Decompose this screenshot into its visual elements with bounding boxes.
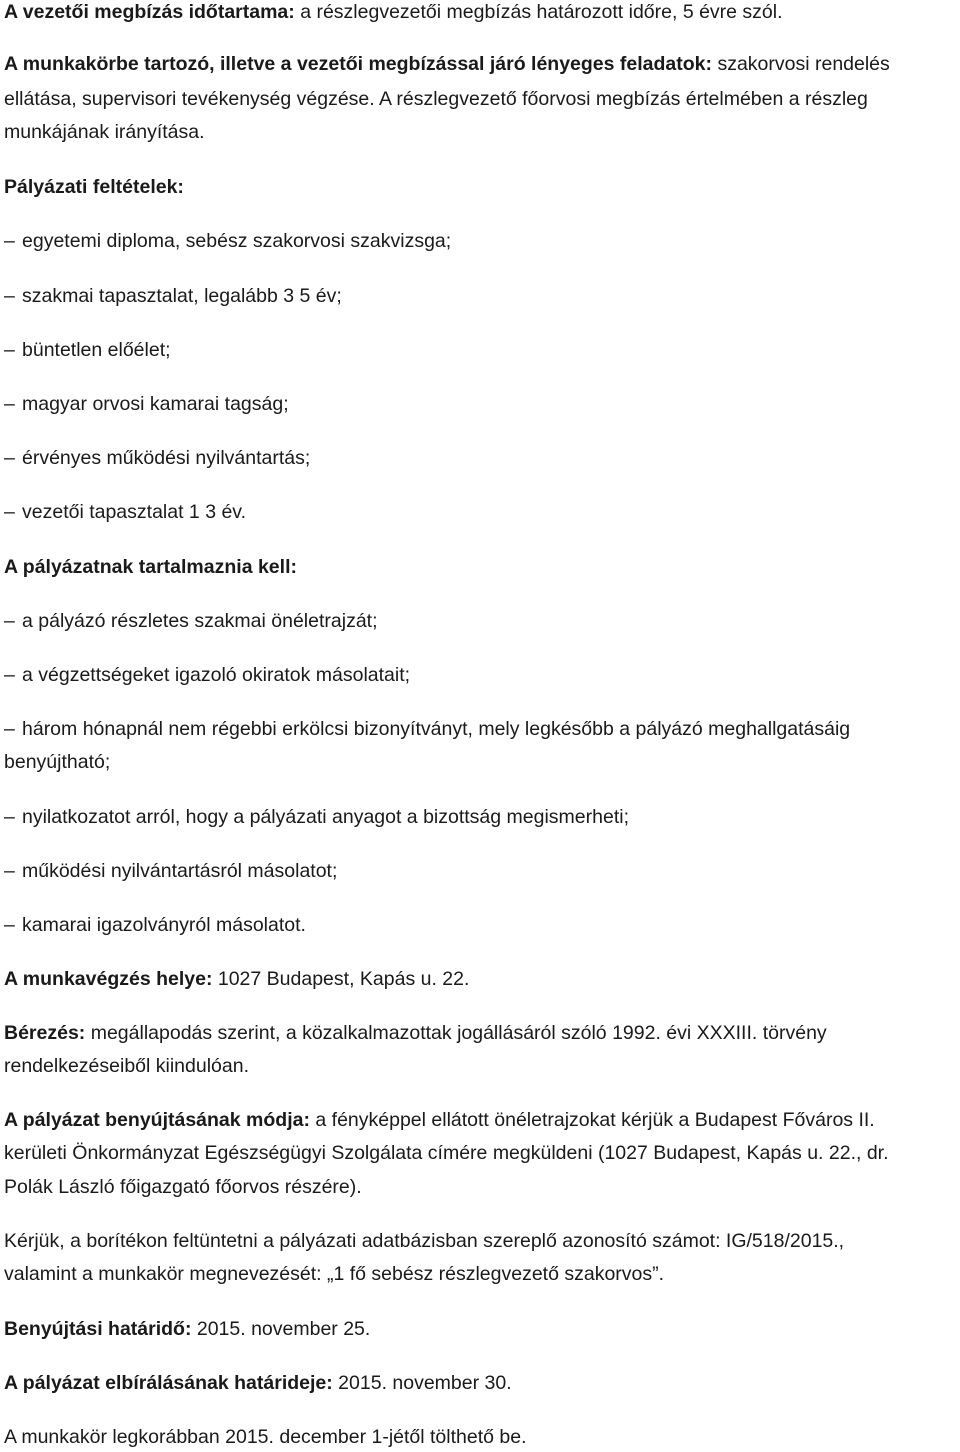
- dash-bullet: –: [4, 718, 15, 740]
- contents-item: – a pályázó részletes szakmai önéletrajzát;: [4, 610, 378, 632]
- submission-value-3: Polák László főigazgató főorvos részére).: [4, 1176, 362, 1198]
- dash-bullet: –: [4, 501, 15, 523]
- workplace-value: 1027 Budapest, Kapás u. 22.: [212, 968, 470, 990]
- envelope-line-2: valamint a munkakör megnevezését: „1 fő sebész részlegvezető szakorvos”.: [4, 1263, 665, 1285]
- dash-bullet: –: [4, 860, 15, 882]
- dash-bullet: –: [4, 393, 15, 415]
- dash-bullet: –: [4, 285, 15, 307]
- workplace-line: [4, 967, 469, 991]
- contents-item-continuation: benyújtható;: [4, 751, 111, 773]
- salary-value-1: megállapodás szerint, a közalkalmazottak jogállásáról szóló 1992. évi XXXIII. törvény: [85, 1022, 827, 1044]
- deadline-label: Benyújtási határidő:: [4, 1318, 192, 1340]
- tasks-line-2: [4, 87, 868, 111]
- contents-item: – három hónapnál nem régebbi erkölcsi bizonyítványt, mely legkésőbb a pályázó meghallgatásáig: [4, 718, 851, 740]
- condition-item: – magyar orvosi kamarai tagság;: [4, 393, 289, 415]
- condition-item: – egyetemi diploma, sebész szakorvosi szakvizsga;: [4, 230, 452, 252]
- condition-item: – vezetői tapasztalat 1 3 év.: [4, 501, 247, 523]
- tasks-line-3: [4, 120, 205, 144]
- start-line: A munkakör legkorábban 2015. december 1-jétől tölthető be.: [4, 1426, 527, 1448]
- contents-item: – működési nyilvántartásról másolatot;: [4, 860, 338, 882]
- contents-heading: A pályázatnak tartalmaznia kell:: [4, 556, 297, 578]
- evaluation-line: [4, 1371, 512, 1395]
- dash-bullet: –: [4, 230, 15, 252]
- deadline-value: 2015. november 25.: [191, 1318, 371, 1340]
- envelope-line-1: Kérjük, a borítékon feltüntetni a pályázati adatbázisban szereplő azonosító számot: IG/518/2015.,: [4, 1230, 845, 1252]
- submission-line-3: [4, 1175, 362, 1199]
- deadline-line: [4, 1317, 370, 1341]
- salary-line-1: [4, 1021, 827, 1045]
- submission-line-2: [4, 1141, 889, 1165]
- dash-bullet: –: [4, 664, 15, 686]
- dash-bullet: –: [4, 610, 15, 632]
- submission-value-1: a fényképpel ellátott önéletrajzokat kérjük a Budapest Főváros II.: [309, 1109, 875, 1131]
- contents-item: – nyilatkozatot arról, hogy a pályázati anyagot a bizottság megismerheti;: [4, 806, 629, 828]
- dash-bullet: –: [4, 914, 15, 936]
- contents-item: – kamarai igazolványról másolatot.: [4, 914, 306, 936]
- submission-label: A pályázat benyújtásának módja:: [4, 1109, 310, 1131]
- submission-value-2: kerületi Önkormányzat Egészségügyi Szolgálata címére megküldeni (1027 Budapest, Kapás u. 22., dr.: [4, 1142, 889, 1164]
- submission-line-1: [4, 1108, 875, 1132]
- tasks-label: A munkakörbe tartozó, illetve a vezetői megbízással járó lényeges feladatok:: [4, 53, 713, 75]
- duration-label: A vezetői megbízás időtartama:: [4, 1, 295, 23]
- conditions-heading: Pályázati feltételek:: [4, 176, 184, 198]
- salary-label: Bérezés:: [4, 1022, 86, 1044]
- condition-item: – büntetlen előélet;: [4, 339, 171, 361]
- duration-line: [4, 0, 783, 24]
- dash-bullet: –: [4, 806, 15, 828]
- tasks-value-3: munkájának irányítása.: [4, 121, 205, 143]
- contents-item: – a végzettségeket igazoló okiratok másolatait;: [4, 664, 411, 686]
- salary-value-2: rendelkezéseiből kiindulóan.: [4, 1055, 249, 1077]
- evaluation-value: 2015. november 30.: [332, 1372, 512, 1394]
- tasks-value-2: ellátása, supervisori tevékenység végzése. A részlegvezető főorvosi megbízás értelmében a részleg: [4, 88, 868, 110]
- workplace-label: A munkavégzés helye:: [4, 968, 213, 990]
- condition-item: – érvényes működési nyilvántartás;: [4, 447, 311, 469]
- duration-value: a részlegvezetői megbízás határozott időre, 5 évre szól.: [294, 1, 783, 23]
- salary-line-2: [4, 1054, 249, 1078]
- evaluation-label: A pályázat elbírálásának határideje:: [4, 1372, 333, 1394]
- condition-item: – szakmai tapasztalat, legalább 3 5 év;: [4, 285, 342, 307]
- dash-bullet: –: [4, 339, 15, 361]
- tasks-value-1: szakorvosi rendelés: [712, 53, 890, 75]
- tasks-line-1: [4, 52, 890, 76]
- dash-bullet: –: [4, 447, 15, 469]
